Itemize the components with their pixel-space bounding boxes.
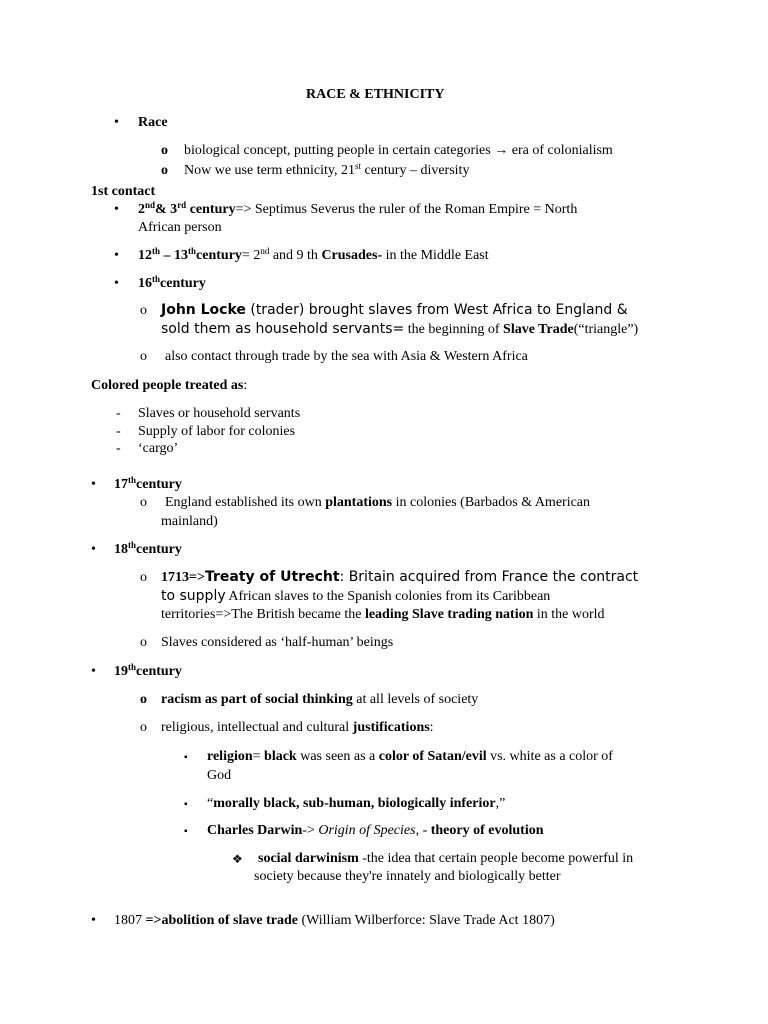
page-title: RACE & ETHNICITY bbox=[306, 87, 445, 102]
text-run: Origin of Species bbox=[318, 823, 416, 838]
century-2-3-line1 bbox=[138, 201, 577, 219]
century-18 bbox=[114, 541, 182, 559]
superscript: st bbox=[354, 161, 361, 171]
dash-bullet: - bbox=[116, 424, 121, 439]
text-run: century bbox=[186, 202, 236, 217]
sub-bullet: o bbox=[140, 495, 147, 510]
dash-bullet: - bbox=[116, 406, 121, 421]
text-run: to supply bbox=[161, 588, 226, 604]
text-run: 18 bbox=[114, 542, 128, 557]
superscript: rd bbox=[177, 200, 187, 210]
text-run: theory of evolution bbox=[430, 823, 544, 838]
sub-bullet: o bbox=[140, 635, 147, 650]
abolition-line bbox=[114, 912, 555, 930]
text-run: => Septimus Severus the ruler of the Roman Empire = North bbox=[235, 202, 578, 217]
text-run: Treaty of Utrecht bbox=[204, 569, 340, 585]
locke-line1 bbox=[161, 301, 628, 320]
text-run: – 13 bbox=[160, 248, 189, 263]
text-run: (William Wilberforce: Slave Trade Act 1807) bbox=[297, 913, 555, 928]
text-run: : Britain acquired from France the contract bbox=[339, 569, 639, 585]
text-run: 19 bbox=[114, 664, 128, 679]
text-run: =>abolition of slave trade bbox=[145, 913, 298, 928]
first-contact-heading: 1st contact bbox=[91, 184, 156, 199]
text-run: Colored people treated as bbox=[91, 378, 244, 393]
text-run: 1713=> bbox=[161, 570, 205, 585]
text-run: century bbox=[136, 664, 182, 679]
text-run: Charles Darwin bbox=[207, 823, 303, 838]
sub-bullet: o bbox=[140, 692, 147, 707]
text-run: -the idea that certain people become powerful in bbox=[358, 851, 634, 866]
social-darwinism-line2: society because they're innately and biologically better bbox=[254, 869, 561, 884]
text-run: 1807 bbox=[114, 913, 146, 928]
text-run: leading Slave trading nation bbox=[364, 607, 534, 622]
superscript: th bbox=[128, 662, 137, 672]
text-run: the beginning of bbox=[404, 322, 504, 337]
sub-bullet: o bbox=[140, 570, 147, 585]
text-run: social darwinism bbox=[258, 851, 359, 866]
text-run: England established its own bbox=[165, 495, 326, 510]
race-heading: Race bbox=[138, 115, 168, 130]
century-2-3-line2: African person bbox=[138, 220, 222, 235]
text-run: territories=>The British became the bbox=[161, 607, 365, 622]
text-run: century bbox=[136, 477, 182, 492]
superscript: nd bbox=[260, 246, 270, 256]
text-run: century bbox=[136, 542, 182, 557]
text-run: John Locke bbox=[161, 302, 246, 318]
superscript: th bbox=[152, 246, 161, 256]
text-run: : bbox=[243, 378, 248, 393]
text-run: sold them as household servants= bbox=[161, 321, 405, 337]
superscript: th bbox=[128, 475, 137, 485]
text-run: -> bbox=[302, 823, 319, 838]
text-run: ,” bbox=[495, 796, 506, 811]
text-run: plantations bbox=[325, 495, 393, 510]
sub-bullet: o bbox=[140, 349, 147, 364]
locke-line2 bbox=[161, 320, 638, 339]
justifications-line bbox=[161, 719, 434, 737]
superscript: th bbox=[152, 274, 161, 284]
text-run: justifications bbox=[352, 720, 430, 735]
colored-item-2: Supply of labor for colonies bbox=[138, 424, 296, 439]
text-run: racism as part of social thinking bbox=[161, 692, 353, 707]
text-run: religion bbox=[207, 749, 253, 764]
square-bullet: ▪ bbox=[184, 826, 188, 837]
colored-item-1: Slaves or household servants bbox=[138, 406, 301, 421]
bullet: • bbox=[114, 202, 119, 217]
text-run: and 9 th bbox=[269, 248, 322, 263]
utrecht-line1 bbox=[161, 568, 638, 587]
text-run: century – diversity bbox=[360, 163, 470, 178]
text-run: Now we use term ethnicity, 21 bbox=[184, 163, 355, 178]
century-17 bbox=[114, 476, 182, 494]
plantations-line1 bbox=[165, 494, 590, 512]
text-run: in colonies (Barbados & American bbox=[392, 495, 591, 510]
text-run: vs. white as a color of bbox=[486, 749, 613, 764]
text-run: century bbox=[160, 276, 206, 291]
text-run: 2 bbox=[138, 202, 145, 217]
race-item-2 bbox=[184, 162, 469, 180]
sub-bullet: o bbox=[161, 163, 168, 178]
text-run: 16 bbox=[138, 276, 152, 291]
bullet: • bbox=[91, 542, 96, 557]
superscript: nd bbox=[145, 200, 156, 210]
text-run: color of Satan/evil bbox=[378, 749, 487, 764]
text-run: , - bbox=[415, 823, 431, 838]
sub-bullet: o bbox=[140, 303, 147, 318]
race-item-1-tail: era of colonialism bbox=[511, 143, 613, 158]
text-run: (“triangle”) bbox=[573, 322, 639, 337]
bullet: • bbox=[91, 913, 96, 928]
text-run: & 3 bbox=[155, 202, 178, 217]
race-item-1-text: biological concept, putting people in certain categories bbox=[184, 143, 491, 158]
text-run: : bbox=[429, 720, 434, 735]
race-item-1 bbox=[184, 142, 613, 160]
darwin-line bbox=[207, 822, 544, 840]
bullet: • bbox=[114, 276, 119, 291]
bullet: • bbox=[114, 248, 119, 263]
morally-black-line bbox=[207, 795, 505, 813]
diamond-bullet-icon: ❖ bbox=[232, 852, 243, 866]
square-bullet: ▪ bbox=[184, 752, 188, 763]
text-run: = 2 bbox=[241, 248, 261, 263]
racism-line bbox=[161, 691, 478, 709]
arrow-right-icon: → bbox=[494, 143, 509, 158]
sub-bullet: o bbox=[140, 720, 147, 735]
square-bullet: ▪ bbox=[184, 799, 188, 810]
sub-bullet: o bbox=[161, 143, 168, 158]
utrecht-line2 bbox=[161, 587, 550, 606]
text-run: African slaves to the Spanish colonies from its Caribbean bbox=[225, 589, 551, 604]
century-16 bbox=[138, 275, 206, 293]
text-run: Crusades- bbox=[321, 248, 383, 263]
plantations-line2: mainland) bbox=[161, 514, 218, 529]
text-run: 12 bbox=[138, 248, 152, 263]
text-run: century bbox=[196, 248, 242, 263]
text-run: = bbox=[252, 749, 265, 764]
religion-line1 bbox=[207, 748, 613, 766]
half-human-line: Slaves considered as ‘half-human’ beings bbox=[161, 635, 394, 650]
text-run: Slave Trade bbox=[503, 322, 574, 337]
utrecht-line3 bbox=[161, 606, 605, 624]
text-run: religious, intellectual and cultural bbox=[161, 720, 353, 735]
text-run: in the Middle East bbox=[382, 248, 489, 263]
superscript: th bbox=[128, 540, 137, 550]
text-run: black bbox=[264, 749, 297, 764]
colored-item-3: ‘cargo’ bbox=[138, 441, 179, 456]
contact-trade: also contact through trade by the sea with Asia & Western Africa bbox=[165, 349, 528, 364]
colored-heading bbox=[91, 377, 247, 395]
text-run: (trader) brought slaves from West Africa to England & bbox=[245, 302, 628, 318]
dash-bullet: - bbox=[116, 441, 121, 456]
text-run: in the world bbox=[533, 607, 605, 622]
text-run: “ bbox=[207, 796, 214, 811]
text-run: at all levels of society bbox=[352, 692, 479, 707]
bullet: • bbox=[91, 477, 96, 492]
text-run: 17 bbox=[114, 477, 128, 492]
century-19 bbox=[114, 663, 182, 681]
bullet: • bbox=[91, 664, 96, 679]
bullet: • bbox=[114, 115, 119, 130]
text-run: was seen as a bbox=[296, 749, 379, 764]
text-run: morally black, sub-human, biologically inferior bbox=[213, 796, 496, 811]
social-darwinism-line1 bbox=[258, 850, 633, 868]
century-12-13 bbox=[138, 247, 489, 265]
superscript: th bbox=[188, 246, 197, 256]
religion-line2: God bbox=[207, 768, 232, 783]
